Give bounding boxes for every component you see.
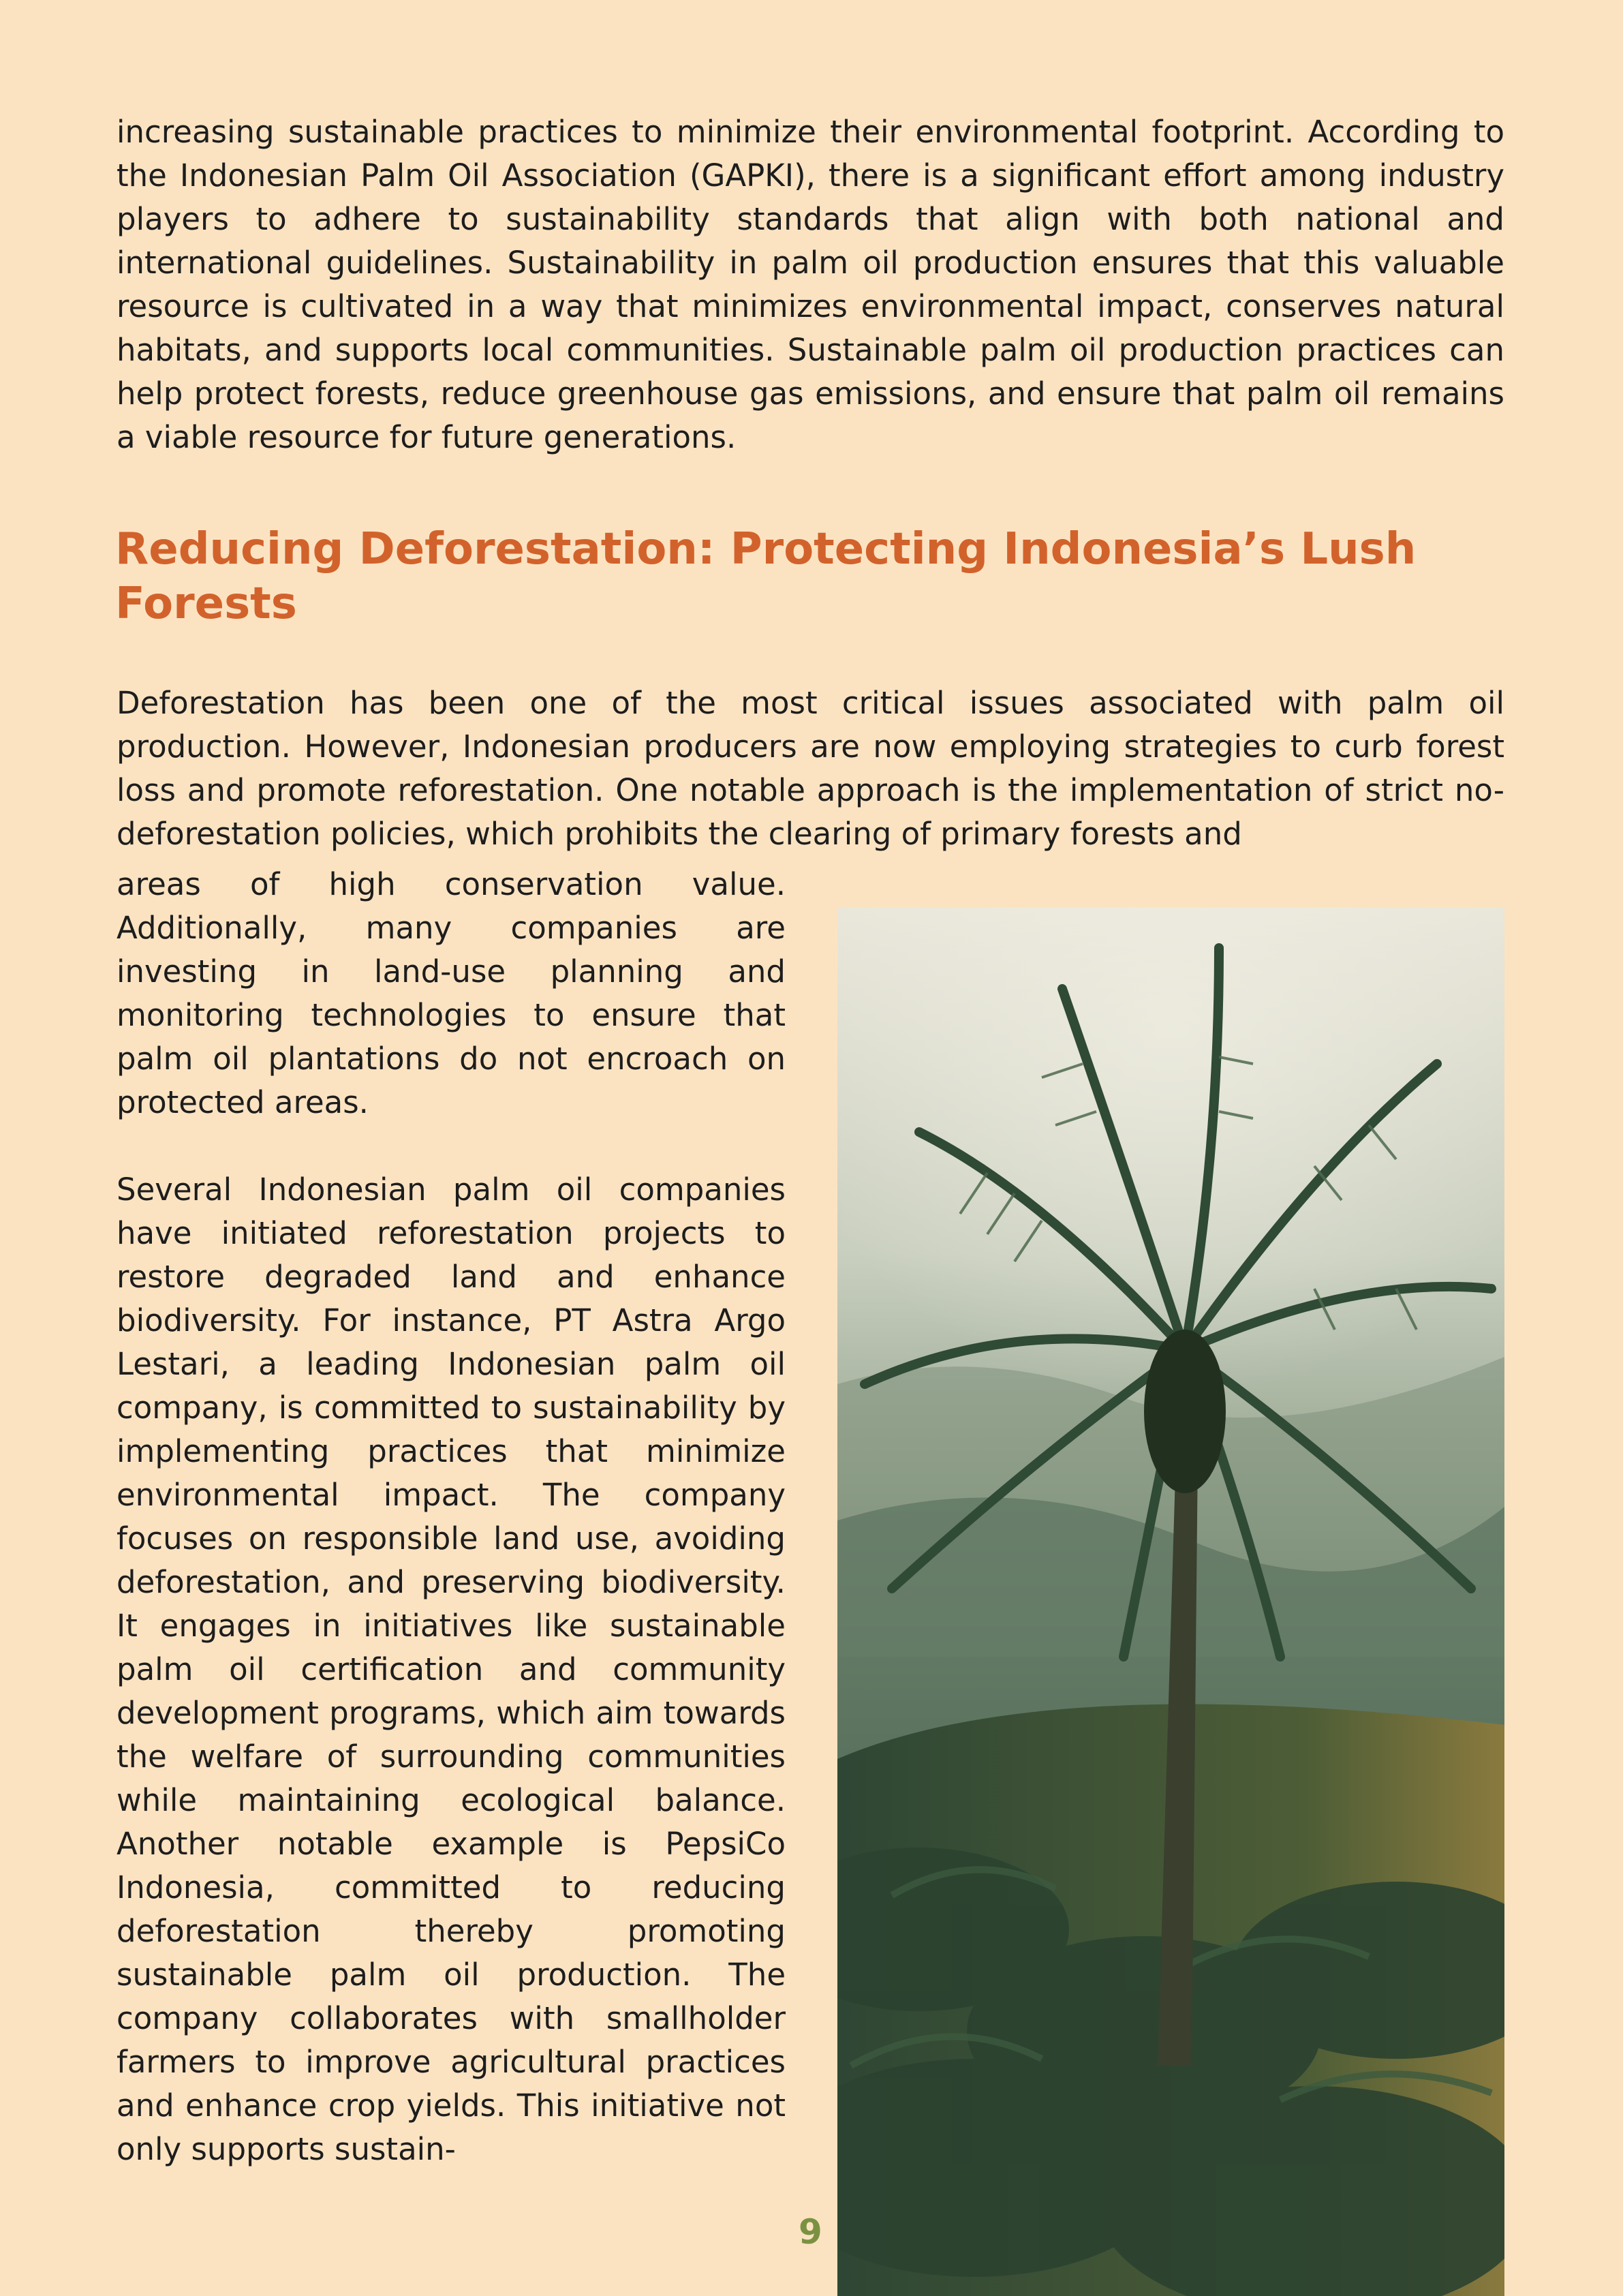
section-heading: Reducing Deforestation: Protecting Indonesia’s Lush Forests bbox=[115, 524, 1417, 629]
fruit-cluster bbox=[1144, 1330, 1226, 1493]
reforestation-paragraph: Several Indonesian palm oil companies have initiated reforestation projects to restore degraded land and enhance biodiversity. For instance, PT Astra Argo Lestari, a leading Indonesian palm oil company, is committed to sustainability by implementing practices that minimize environmental impact. The company focuses on responsible land use, avoiding deforestation, and preserving biodiversity. It engages in initiatives like sustainable palm oil certification and community development programs, which aim towards the welfare of surrounding communities while maintaining ecological balance. Another notable example is PepsiCo Indonesia, committed to reducing deforestation thereby promoting sustainable palm oil production. The company collaborates with smallholder farmers to improve agricultural practices and enhance crop yields. This initiative not only supports sustain- bbox=[117, 1172, 786, 2167]
intro-paragraph: increasing sustainable practices to minimize their environmental footprint. According to the Indonesian Palm Oil Association (GAPKI), there is a significant effort among industry players to adhere to sustainability standards that align with both national and international guidelines. Sustainability in palm oil production ensures that this valuable resource is cultivated in a way that minimizes environmental impact, conserves natural habitats, and supports local communities. Sustainable palm oil production practices can help protect forests, reduce greenhouse gas emissions, and ensure that palm oil remains a viable resource for future generations. bbox=[117, 114, 1504, 455]
left-text-column bbox=[117, 863, 786, 2171]
palm-tree-forest-photo bbox=[837, 907, 1504, 2296]
deforestation-paragraph-continued: areas of high conservation value. Additionally, many companies are investing in land-use planning and monitoring technologies to ensure that palm oil plantations do not encroach on protected areas. bbox=[117, 866, 786, 1120]
page-number: 9 bbox=[799, 2212, 822, 2252]
deforestation-paragraph: Deforestation has been one of the most critical issues associated with palm oil production. However, Indonesian producers are now employing strategies to curb forest loss and promote reforestation. One notable approach is the implementation of strict no-deforestation policies, which prohibits the clearing of primary forests and bbox=[117, 685, 1504, 852]
